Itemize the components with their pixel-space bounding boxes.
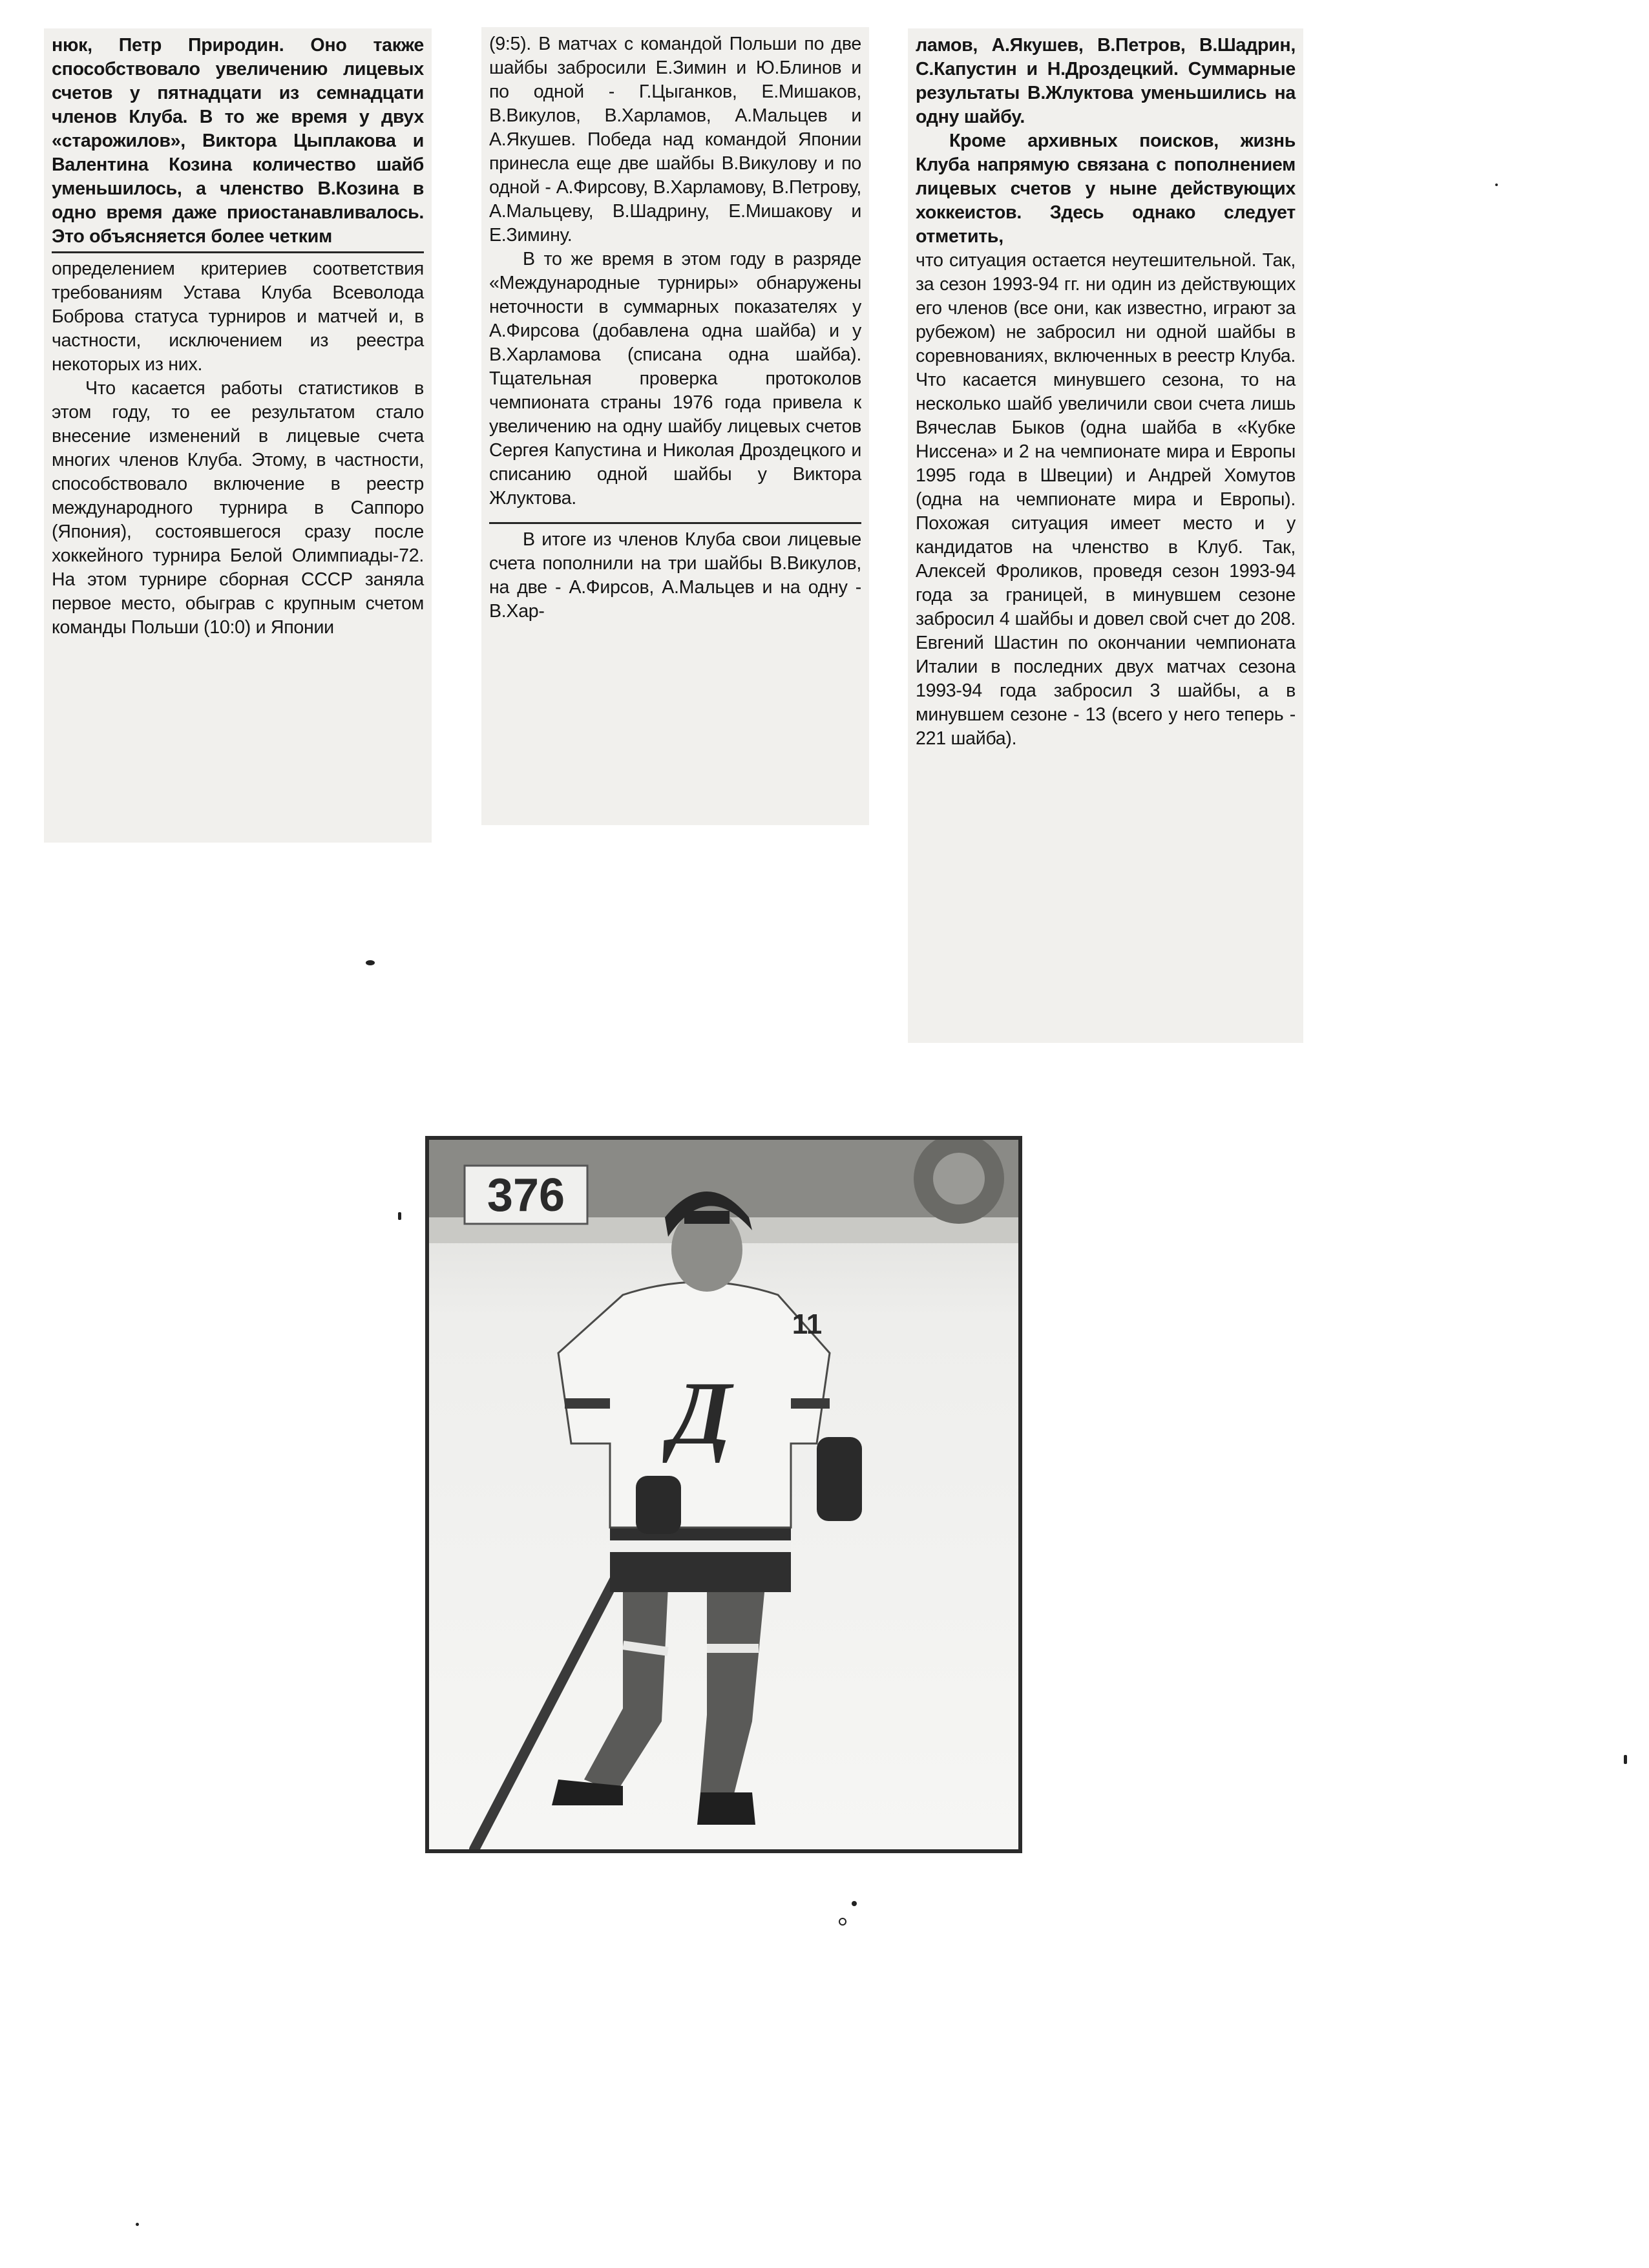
jersey-emblem: Д <box>669 1363 731 1464</box>
article-column-1 <box>44 28 432 843</box>
left-glove <box>636 1476 681 1534</box>
scan-speck <box>366 960 375 965</box>
article-paragraph: В итоге из членов Клуба свои лицевые счета пополнили на три шайбы В.Викулов, на две - А.Фирсов, А.Мальцев и на одну - В.Хар- <box>489 529 861 622</box>
right-skate <box>697 1792 755 1825</box>
scan-speck <box>852 1901 857 1906</box>
article-column-2 <box>481 27 869 825</box>
article-paragraph: ламов, А.Якушев, В.Петров, В.Шадрин, С.Капустин и Н.Дроздецкий. Суммарные результаты В.Жлуктова уменьшились на одну шайбу. <box>916 35 1296 127</box>
summary-box <box>489 522 861 624</box>
article-paragraph: что ситуация остается неутешительной. Так, за сезон 1993-94 гг. ни один из действующих его членов (все они, как известно, играют за рубежом) не забросил ни одной шайбы в соревнованиях, включенных в реестр Клуба. Что касается минувшего сезона, то на несколько шайб увеличили свои счета лишь Вячеслав Быков (одна шайба в «Кубке Ниссена» и 2 на чемпионате мира и Европы 1995 года в Швеции) и Андрей Хомутов (одна на чемпионате мира и Европы). Похожая ситуация имеет место и у кандидатов на членство в Клуб. Так, Алексей Фроликов, проведя сезон 1993-94 года за границей, в минувшем сезоне забросил 4 шайбы и довел свой счет до 208. Евгений Шастин по окончании чемпионата Италии в последних двух матчах сезона 1993-94 года забросил 3 шайбы, а в минувшем сезоне - 13 (всего у него теперь - 221 шайба). <box>916 250 1296 749</box>
scan-speck <box>136 2223 139 2226</box>
scan-speck <box>1624 1755 1627 1764</box>
scan-speck <box>398 1212 401 1220</box>
article-column-3 <box>908 28 1303 1043</box>
jersey-number: 11 <box>792 1308 823 1340</box>
article-paragraph: (9:5). В матчах с командой Польши по две шайбы забросили Е.Зимин и Ю.Блинов и по одной - Г.Цыганков, Е.Мишаков, В.Викулов, В.Харламов, А.Мальцев и А.Якушев. Победа над командой Японии принесла еще две шайбы В.Викулову и по одной - А.Фирсову, В.Харламову, В.Петрову, А.Мальцеву, В.Шадрину, Е.Мишакову и Е.Зимину. <box>489 34 861 246</box>
article-paragraph: Кроме архивных поисков, жизнь Клуба напрямую связана с пополнением лицевых счетов у ныне действующих хоккеистов. Здесь однако следует отметить, <box>916 131 1296 247</box>
article-paragraph: нюк, Петр Природин. Оно также способствовало увеличению лицевых счетов у пятнадцати из семнадцати членов Клуба. В то же время у двух «старожилов», Виктора Цыплакова и Валентина Козина количество шайб уменьшилось, а членство В.Козина в одно время даже приостанавливалось. Это объясняется более четким <box>52 35 424 247</box>
scan-speck <box>839 1918 846 1926</box>
column-divider <box>52 251 424 253</box>
scan-speck <box>1495 184 1498 186</box>
article-paragraph: определением критериев соответствия требованиям Устава Клуба Всеволода Боброва статуса турниров и матчей и, в частности, исключением из реестра некоторых из них. <box>52 258 424 375</box>
hockey-player-photo <box>425 1136 1022 1853</box>
right-glove <box>817 1437 862 1521</box>
board-number: 376 <box>487 1170 565 1221</box>
article-paragraph: Что касается работы статистиков в этом году, то ее результатом стало внесение изменений в лицевые счета многих членов Клуба. Этому, в частности, способствовало включение в реестр международного турнира в Саппоро (Япония), состоявшегося сразу после хоккейного турнира Белой Олимпиады-72. На этом турнире сборная СССР заняла первое место, обыграв с крупным счетом команды Польши (10:0) и Японии <box>52 378 424 638</box>
article-paragraph: В то же время в этом году в разряде «Международные турниры» обнаружены неточности в суммарных показателях у А.Фирсова (добавлена одна шайба) и у В.Харламова (списана одна шайба). Тщательная проверка протоколов чемпионата страны 1976 года привела к увеличению на одну шайбу лицевых счетов Сергея Капустина и Николая Дроздецкого и списанию одной шайбы у Виктора Жлуктова. <box>489 249 861 509</box>
